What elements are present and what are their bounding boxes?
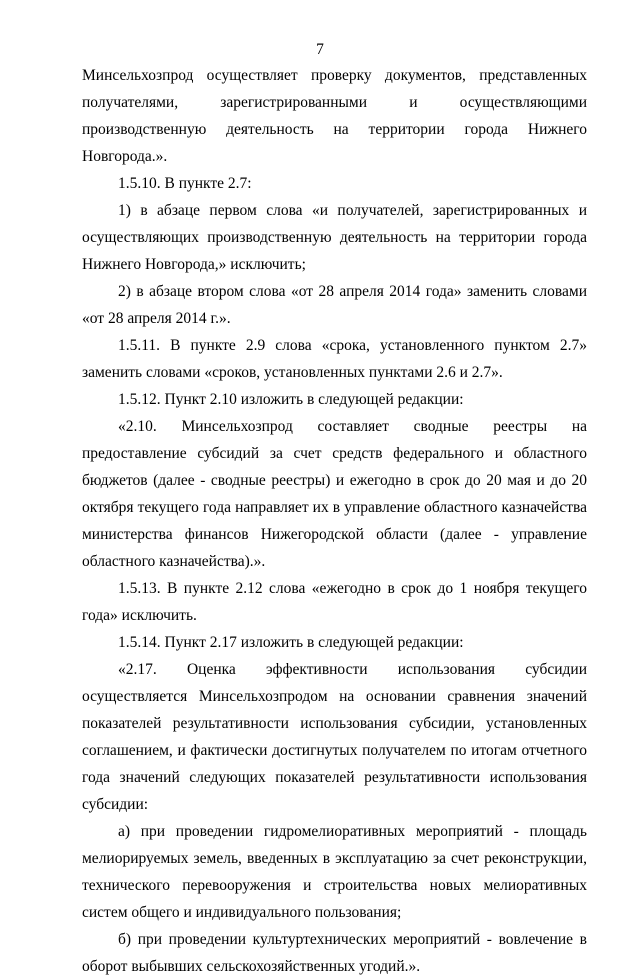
paragraph-9: 1.5.14. Пункт 2.17 изложить в следующей редакции: [118,634,464,651]
paragraph-2: 1.5.10. В пункте 2.7: [118,175,252,192]
page-number: 7 [316,41,324,58]
paragraph-4: 2) в абзаце втором слова «от 28 апреля 2014 года» заменить словами «от 28 апреля 2014 г.». [82,283,587,327]
paragraph-10: «2.17. Оценка эффективности использования субсидии осуществляется Минсельхозпродом на основании сравнения значений показателей результативности использования субсидии, установленных соглашением, и фактически достигнутых получателем по итогам отчетного года значений следующих показателей результативности использования субсидии: [82,661,587,813]
document-body [82,62,587,980]
paragraph-12: б) при проведении культуртехнических мероприятий - вовлечение в оборот выбывших сельскохозяйственных угодий.». [82,931,587,975]
paragraph-6: 1.5.12. Пункт 2.10 изложить в следующей редакции: [118,391,464,408]
paragraph-11: а) при проведении гидромелиоративных мероприятий - площадь мелиорируемых земель, введенных в эксплуатацию за счет реконструкции, технического перевооружения и строительства новых мелиоративных систем общего и индивидуального пользования; [82,823,587,921]
paragraph-5: 1.5.11. В пункте 2.9 слова «срока, установленного пунктом 2.7» заменить словами «сроков, установленных пунктами 2.6 и 2.7». [82,337,587,381]
paragraph-1: Минсельхозпрод осуществляет проверку документов, представленных получателями, зарегистрированными и осуществляющими производственную деятельность на территории города Нижнего Новгорода.». [82,67,587,165]
paragraph-8: 1.5.13. В пункте 2.12 слова «ежегодно в срок до 1 ноября текущего года» исключить. [82,580,587,624]
paragraph-3: 1) в абзаце первом слова «и получателей, зарегистрированных и осуществляющих производственную деятельность на территории города Нижнего Новгорода,» исключить; [82,202,587,273]
paragraph-7: «2.10. Минсельхозпрод составляет сводные реестры на предоставление субсидий за счет средств федерального и областного бюджетов (далее - сводные реестры) и ежегодно в срок до 20 мая и до 20 октября текущего года направляет их в управление областного казначейства министерства финансов Нижегородской области (далее - управление областного казначейства).». [82,418,587,570]
